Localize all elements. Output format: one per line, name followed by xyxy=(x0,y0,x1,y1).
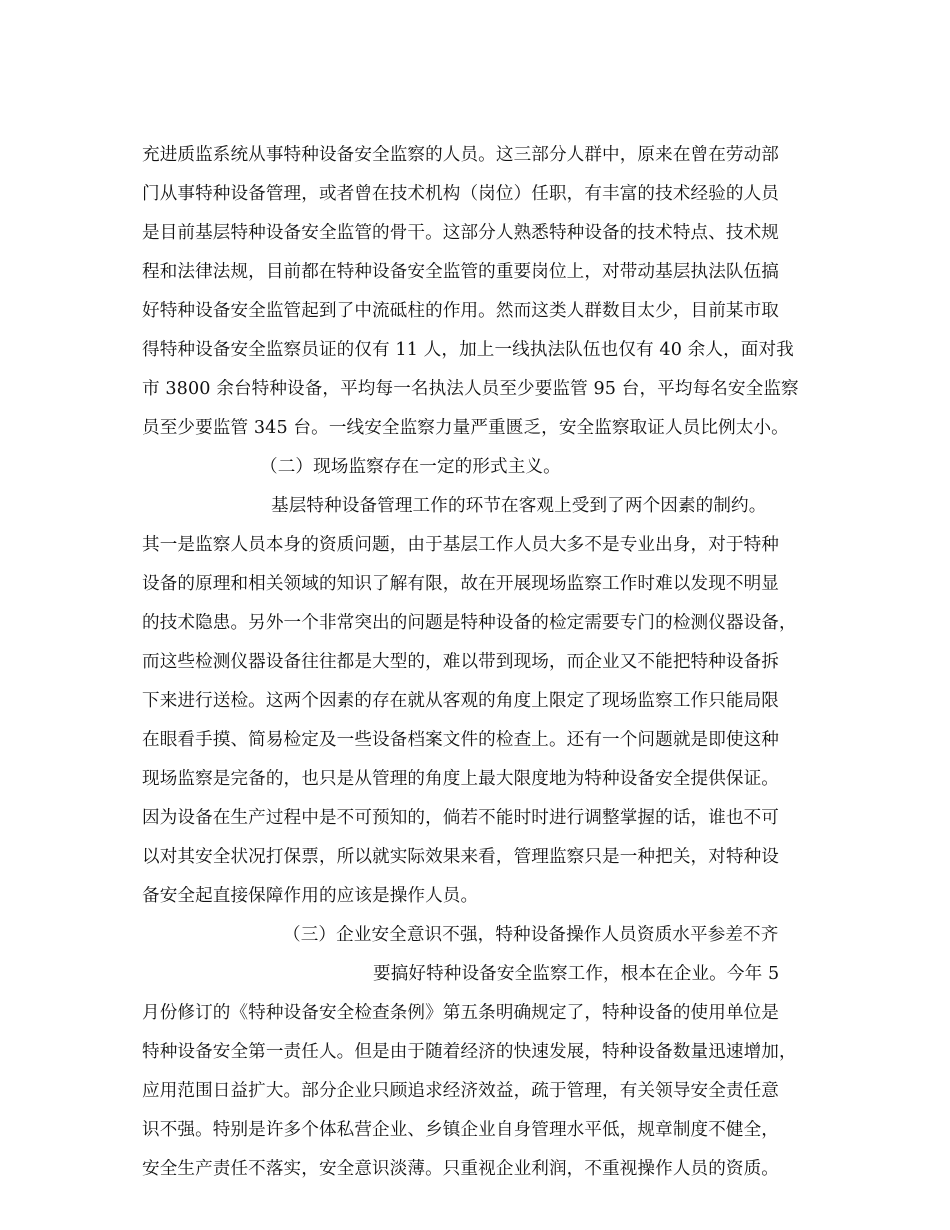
text-line: 备安全起直接保障作用的应该是操作人员。 xyxy=(142,886,479,906)
text-line: 应用范围日益扩大。部分企业只顾追求经济效益，疏于管理，有关领导安全责任意 xyxy=(142,1081,779,1101)
text-line: 以对其安全状况打保票，所以就实际效果来看，管理监察只是一种把关，对特种设 xyxy=(142,847,779,867)
section-heading: （二）现场监察存在一定的形式主义。 xyxy=(260,457,561,477)
text-line: 程和法律法规，目前都在特种设备安全监管的重要岗位上，对带动基层执法队伍搞 xyxy=(142,262,779,282)
text-line: 而这些检测仪器设备往往都是大型的，难以带到现场，而企业又不能把特种设备拆 xyxy=(142,652,779,672)
text-line: 员至少要监管 345 台。一线安全监察力量严重匮乏，安全监察取证人员比例太小。 xyxy=(142,418,789,438)
text-line: 好特种设备安全监管起到了中流砥柱的作用。然而这类人群数目太少，目前某市取 xyxy=(142,301,779,321)
text-line: 安全生产责任不落实，安全意识淡薄。只重视企业利润，不重视操作人员的资质。 xyxy=(142,1159,779,1179)
text-line: 其一是监察人员本身的资质问题，由于基层工作人员大多不是专业出身，对于特种 xyxy=(142,535,779,555)
text-line: 充进质监系统从事特种设备安全监察的人员。这三部分人群中，原来在曾在劳动部 xyxy=(142,145,779,165)
paragraph-first-line: 要搞好特种设备安全监察工作，根本在企业。今年 5 xyxy=(373,964,780,984)
text-line: 的技术隐患。另外一个非常突出的问题是特种设备的检定需要专门的检测仪器设备， xyxy=(142,613,797,633)
text-line: 因为设备在生产过程中是不可预知的，倘若不能时时进行调整掌握的话，谁也不可 xyxy=(142,808,779,828)
text-line: 在眼看手摸、简易检定及一些设备档案文件的检查上。还有一个问题就是即使这种 xyxy=(142,730,779,750)
text-line: 得特种设备安全监察员证的仅有 11 人，加上一线执法队伍也仅有 40 余人，面对我 xyxy=(142,340,794,360)
section-heading: （三）企业安全意识不强，特种设备操作人员资质水平参差不齐 xyxy=(283,925,779,945)
text-line: 月份修订的《特种设备安全检查条例》第五条明确规定了，特种设备的使用单位是 xyxy=(142,1003,779,1023)
text-line: 特种设备安全第一责任人。但是由于随着经济的快速发展，特种设备数量迅速增加， xyxy=(142,1042,797,1062)
text-line: 市 3800 余台特种设备，平均每一名执法人员至少要监管 95 台，平均每名安全监察 xyxy=(142,379,799,399)
paragraph-first-line: 基层特种设备管理工作的环节在客观上受到了两个因素的制约。 xyxy=(271,496,767,516)
text-line: 下来进行送检。这两个因素的存在就从客观的角度上限定了现场监察工作只能局限 xyxy=(142,691,779,711)
text-line: 是目前基层特种设备安全监管的骨干。这部分人熟悉特种设备的技术特点、技术规 xyxy=(142,223,779,243)
text-line: 识不强。特别是许多个体私营企业、乡镇企业自身管理水平低，规章制度不健全， xyxy=(142,1120,779,1140)
text-line: 设备的原理和相关领域的知识了解有限，故在开展现场监察工作时难以发现不明显 xyxy=(142,574,779,594)
text-line: 门从事特种设备管理，或者曾在技术机构（岗位）任职，有丰富的技术经验的人员 xyxy=(142,184,779,204)
text-line: 现场监察是完备的，也只是从管理的角度上最大限度地为特种设备安全提供保证。 xyxy=(142,769,779,789)
